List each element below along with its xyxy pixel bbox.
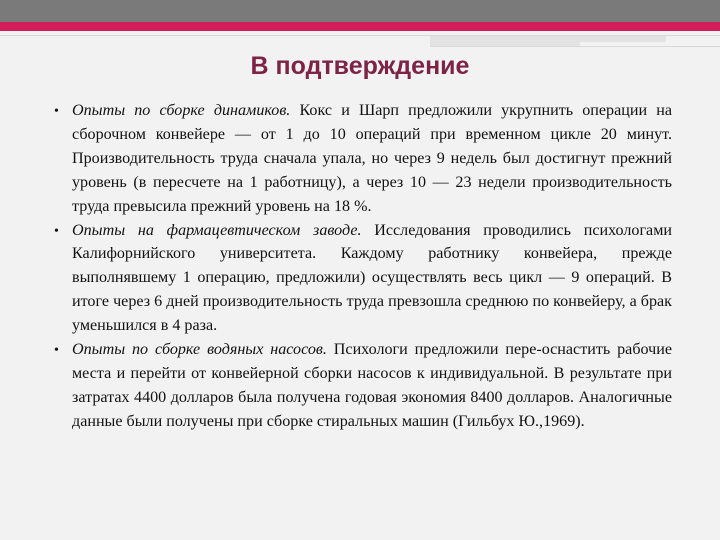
bullet-item	[48, 338, 672, 434]
bullet-item	[48, 99, 672, 219]
bullet-title: Опыты на фармацевтическом заводе.	[72, 221, 362, 239]
bullet-list	[48, 99, 672, 434]
bullet-text: Исследования проводились психологами Калифорнийского университета. Каждому работнику конвейера, прежде выполнявшему 1 операцию, предложили) осуществлять весь цикл — 9 операций. В итоге через 6 дней производительность труда превзошла среднюю по конвейеру, а брак уменьшился в 4 раза.	[72, 221, 672, 335]
bullet-title: Опыты по сборке водяных насосов.	[72, 341, 327, 359]
bullet-icon: •	[54, 104, 59, 119]
bullet-icon: •	[54, 223, 59, 239]
top-bar	[0, 0, 720, 22]
accent-bar	[0, 22, 720, 31]
bullet-title: Опыты по сборке динамиков.	[72, 102, 291, 119]
slide-content	[48, 99, 672, 434]
bullet-item	[48, 219, 672, 339]
decor-block	[430, 36, 580, 46]
decor-block	[580, 36, 666, 42]
slide-title: В подтверждение	[250, 52, 470, 80]
bullet-text: Психологи предложили пере-оснастить рабочие места и перейти от конвейерной сборки насосов к индивидуальной. В результате при затратах 4400 долларов была получена годовая экономия 8400 долларов. Аналогичные данные были получены при сборке стиральных машин (Гильбух Ю.,1969).	[72, 341, 672, 430]
decor-line	[430, 46, 720, 47]
bullet-icon: •	[54, 343, 59, 359]
bullet-text: Кокс и Шарп предложили укрупнить операции на сборочном конвейере — от 1 до 10 операций при временном цикле 20 минут. Производительность труда сначала упала, но через 9 недель был достигнут прежний уровень (в пересчете на 1 работницу), а через 10 — 23 недели производительность труда превысила прежний уровень на 18 %.	[72, 102, 672, 215]
